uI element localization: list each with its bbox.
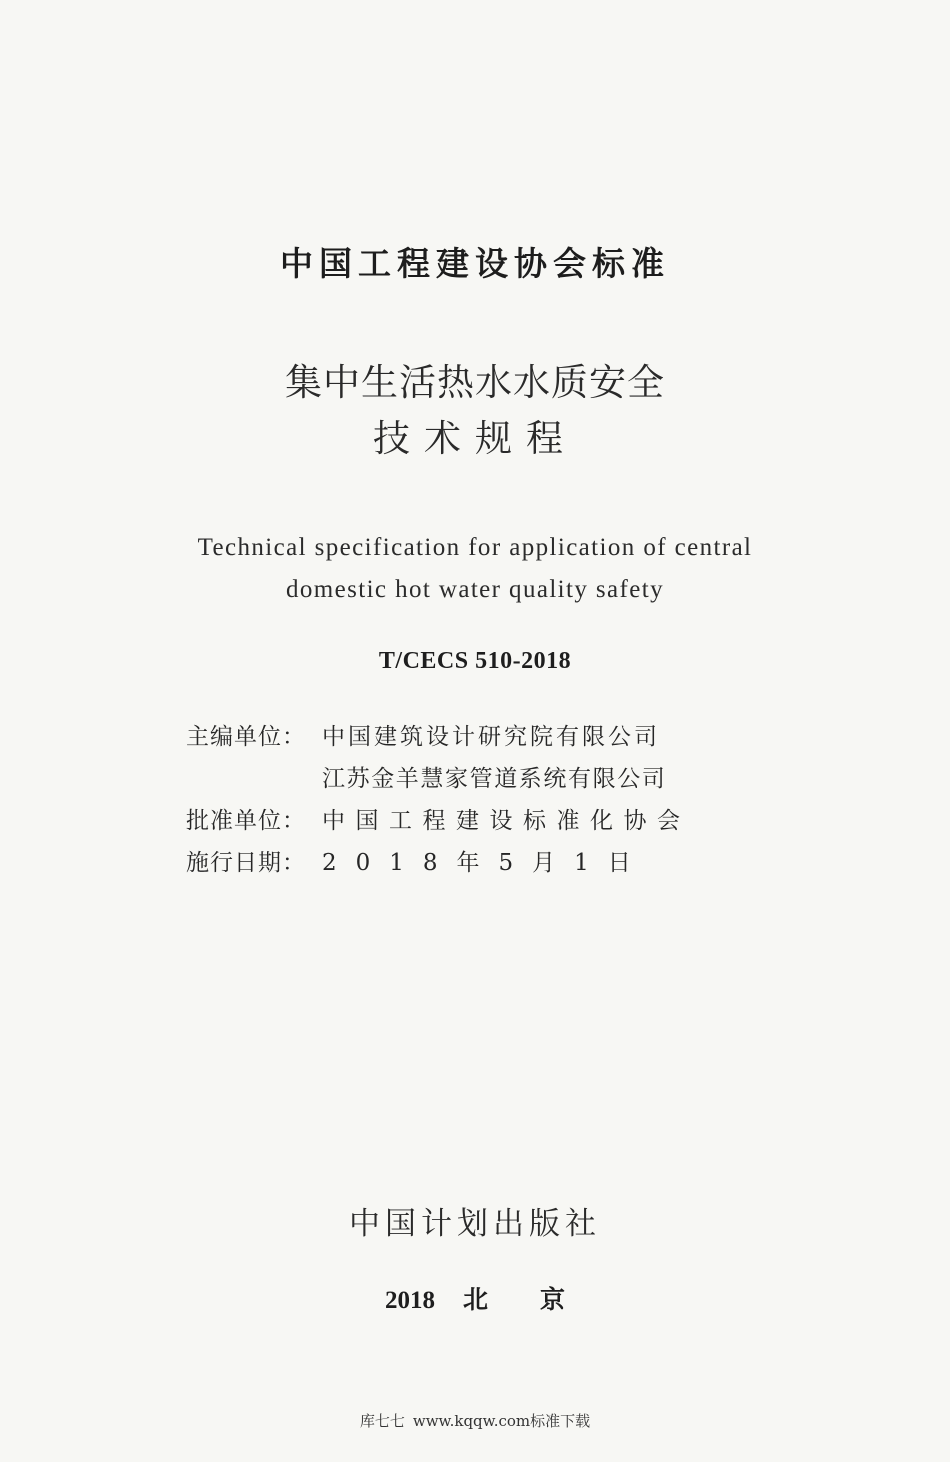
imprint-year: 2018 (384, 1287, 435, 1314)
standard-code: T/CECS 510-2018 (378, 648, 572, 674)
approver-row (186, 802, 746, 835)
footer-site-name: 库七七 (359, 1412, 405, 1430)
effective-date-row (186, 844, 746, 877)
document-title-line-2: 技术规程 (373, 417, 577, 460)
effective-date: 2018年5月1日 (322, 850, 650, 876)
imprint-city: 北京 (462, 1287, 617, 1314)
editor-label: 主编单位： (186, 724, 306, 750)
approver-label: 批准单位： (186, 808, 306, 834)
english-title-line-2: domestic hot water quality safety (285, 576, 665, 603)
standard-series: 中国工程建设协会标准 (280, 244, 670, 283)
english-title-line-1: Technical specification for application of central (197, 534, 753, 561)
approver: 中国工程建设标准化协会 (322, 808, 691, 834)
editor-1: 中国建筑设计研究院有限公司 (322, 724, 660, 750)
editor-2: 江苏金羊慧家管道系统有限公司 (322, 766, 667, 792)
watermark-footer (0, 1410, 950, 1431)
effective-label: 施行日期： (186, 850, 306, 876)
editor-row (186, 718, 746, 751)
publisher: 中国计划出版社 (349, 1206, 601, 1242)
editor-row-2 (322, 760, 882, 793)
document-title-line-1: 集中生活热水水质安全 (285, 361, 665, 404)
imprint (0, 1280, 950, 1316)
footer-site-text: www.kqqw.com标准下载 (412, 1412, 591, 1430)
